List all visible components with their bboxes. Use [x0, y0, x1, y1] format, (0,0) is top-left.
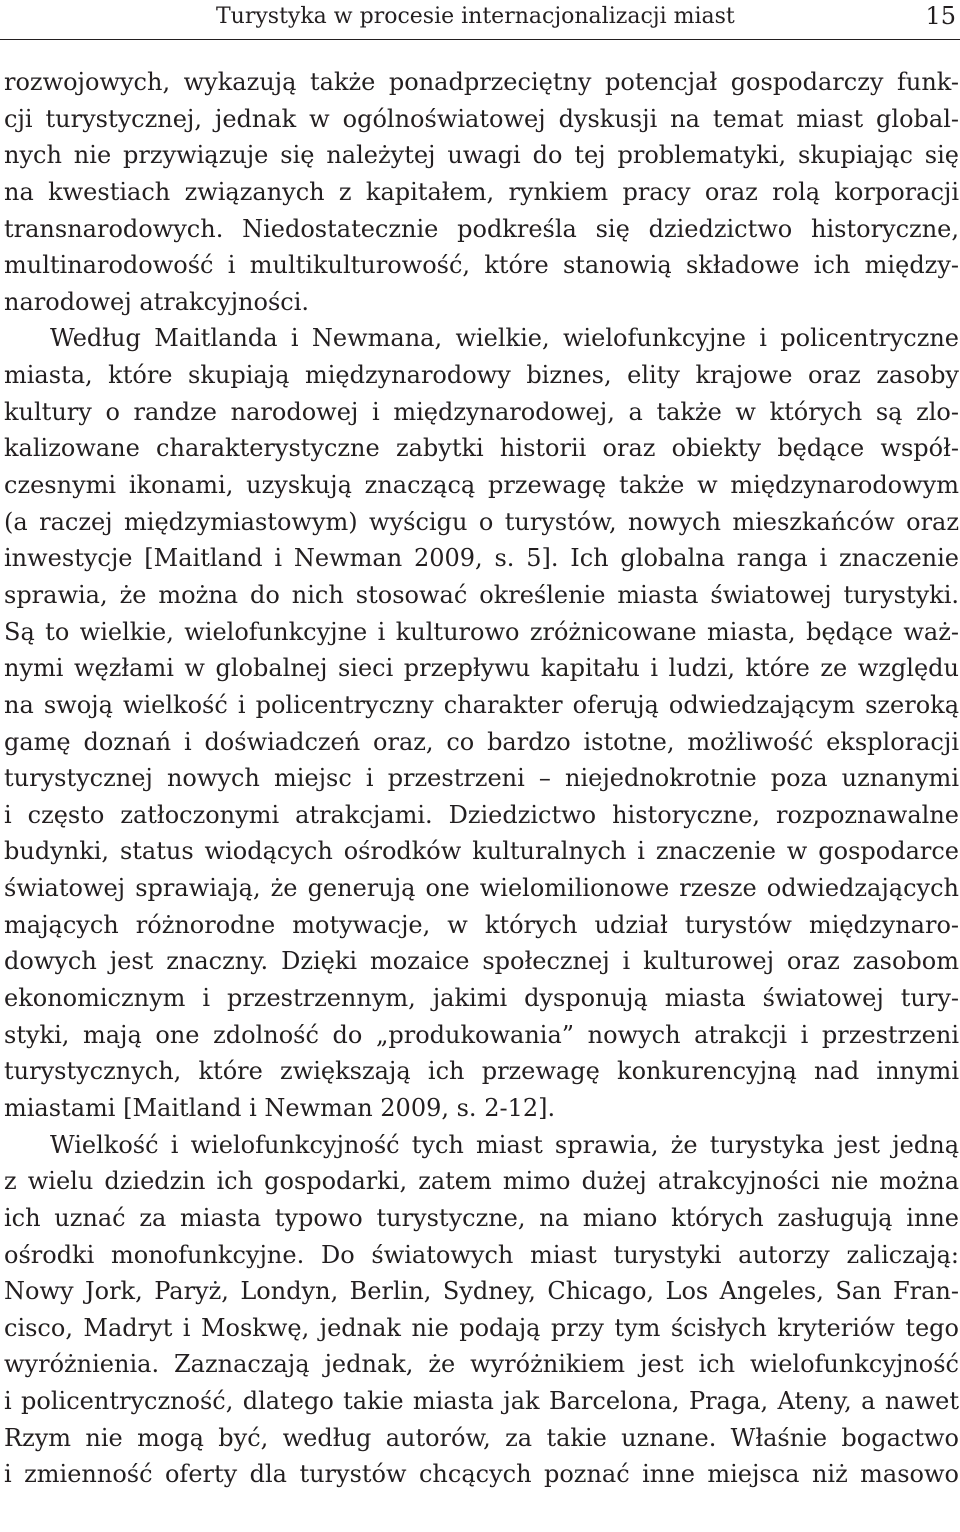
- text-line: multinarodowość i multikulturowość, które stanowią składowe ich między-: [4, 251, 959, 280]
- text-line: czesnymi ikonami, uzyskują znaczącą przewagę także w międzynarodowym: [4, 471, 959, 500]
- text-line: i policentryczność, dlatego takie miasta jak Barcelona, Praga, Ateny, a nawet: [4, 1387, 959, 1416]
- text-line: Nowy Jork, Paryż, Londyn, Berlin, Sydney, Chicago, Los Angeles, San Fran-: [4, 1277, 959, 1306]
- text-line: (a raczej międzymiastowym) wyścigu o turystów, nowych mieszkańców oraz: [4, 507, 959, 536]
- text-line: z wielu dziedzin ich gospodarki, zatem mimo dużej atrakcyjności nie można: [4, 1167, 959, 1196]
- text-line: na kwestiach związanych z kapitałem, rynkiem pracy oraz rolą korporacji: [4, 177, 959, 206]
- body-text: [4, 64, 959, 1493]
- text-line: miastami [Maitland i Newman 2009, s. 2-12].: [4, 1093, 556, 1122]
- text-line: Wielkość i wielofunkcyjność tych miast sprawia, że turystyka jest jedną: [50, 1130, 959, 1159]
- text-line: i często zatłoczonymi atrakcjami. Dziedzictwo historyczne, rozpoznawalne: [4, 800, 959, 829]
- text-line: cji turystycznej, jednak w ogólnoświatowej dyskusji na temat miast global-: [4, 104, 959, 133]
- text-line: budynki, status wiodących ośrodków kulturalnych i znaczenie w gospodarce: [4, 837, 959, 866]
- text-line: Rzym nie mogą być, według autorów, za takie uznane. Właśnie bogactwo: [4, 1423, 959, 1452]
- text-line: nymi węzłami w globalnej sieci przepływu kapitału i ludzi, które ze względu: [4, 654, 959, 683]
- text-line: cisco, Madryt i Moskwę, jednak nie podają przy tym ścisłych kryteriów tego: [4, 1313, 959, 1342]
- running-header: [0, 0, 960, 40]
- text-line: Są to wielkie, wielofunkcyjne i kulturowo zróżnicowane miasta, będące waż-: [4, 617, 959, 646]
- text-line: wyróżnienia. Zaznaczają jednak, że wyróżnikiem jest ich wielofunkcyjność: [4, 1350, 959, 1379]
- paragraph: [4, 320, 959, 1126]
- text-line: i zmienność oferty dla turystów chcących poznać inne miejsca niż masowo: [4, 1460, 959, 1489]
- text-line: narodowej atrakcyjności.: [4, 287, 310, 316]
- text-line: kultury o randze narodowej i międzynarodowej, a także w których są zlo-: [4, 397, 959, 426]
- text-line: dowych jest znaczny. Dzięki mozaice społecznej i kulturowej oraz zasobom: [4, 947, 959, 976]
- paragraph: [4, 64, 959, 320]
- page-number: 15: [925, 2, 956, 30]
- text-line: kalizowane charakterystyczne zabytki historii oraz obiekty będące współ-: [4, 434, 959, 463]
- text-line: ośrodki monofunkcyjne. Do światowych miast turystyki autorzy zaliczają:: [4, 1240, 959, 1269]
- text-line: turystycznych, które zwiększają ich przewagę konkurencyjną nad innymi: [4, 1057, 959, 1086]
- running-title: Turystyka w procesie internacjonalizacji miast: [216, 4, 735, 29]
- text-line: światowej sprawiają, że generują one wielomilionowe rzesze odwiedzających: [4, 874, 959, 903]
- text-line: gamę doznań i doświadczeń oraz, co bardzo istotne, możliwość eksploracji: [4, 727, 959, 756]
- text-line: styki, mają one zdolność do „produkowania” nowych atrakcji i przestrzeni: [4, 1020, 959, 1049]
- text-line: turystycznej nowych miejsc i przestrzeni – niejednokrotnie poza uznanymi: [4, 764, 959, 793]
- text-line: na swoją wielkość i policentryczny charakter oferują odwiedzającym szeroką: [4, 690, 959, 719]
- text-line: transnarodowych. Niedostatecznie podkreśla się dziedzictwo historyczne,: [4, 214, 959, 243]
- text-line: inwestycje [Maitland i Newman 2009, s. 5]. Ich globalna ranga i znaczenie: [4, 544, 959, 573]
- paragraph: [4, 1127, 959, 1493]
- text-line: mających różnorodne motywacje, w których udział turystów międzynaro-: [4, 910, 959, 939]
- text-line: sprawia, że można do nich stosować określenie miasta światowej turystyki.: [4, 580, 959, 609]
- text-line: ekonomicznym i przestrzennym, jakimi dysponują miasta światowej tury-: [4, 984, 959, 1013]
- text-line: rozwojowych, wykazują także ponadprzeciętny potencjał gospodarczy funk-: [4, 68, 959, 96]
- text-line: nych nie przywiązuje się należytej uwagi do tej problematyki, skupiając się: [4, 141, 959, 170]
- text-line: Według Maitlanda i Newmana, wielkie, wielofunkcyjne i policentryczne: [50, 324, 959, 353]
- text-line: ich uznać za miasta typowo turystyczne, na miano których zasługują inne: [4, 1203, 959, 1232]
- text-line: miasta, które skupiają międzynarodowy biznes, elity krajowe oraz zasoby: [4, 361, 959, 390]
